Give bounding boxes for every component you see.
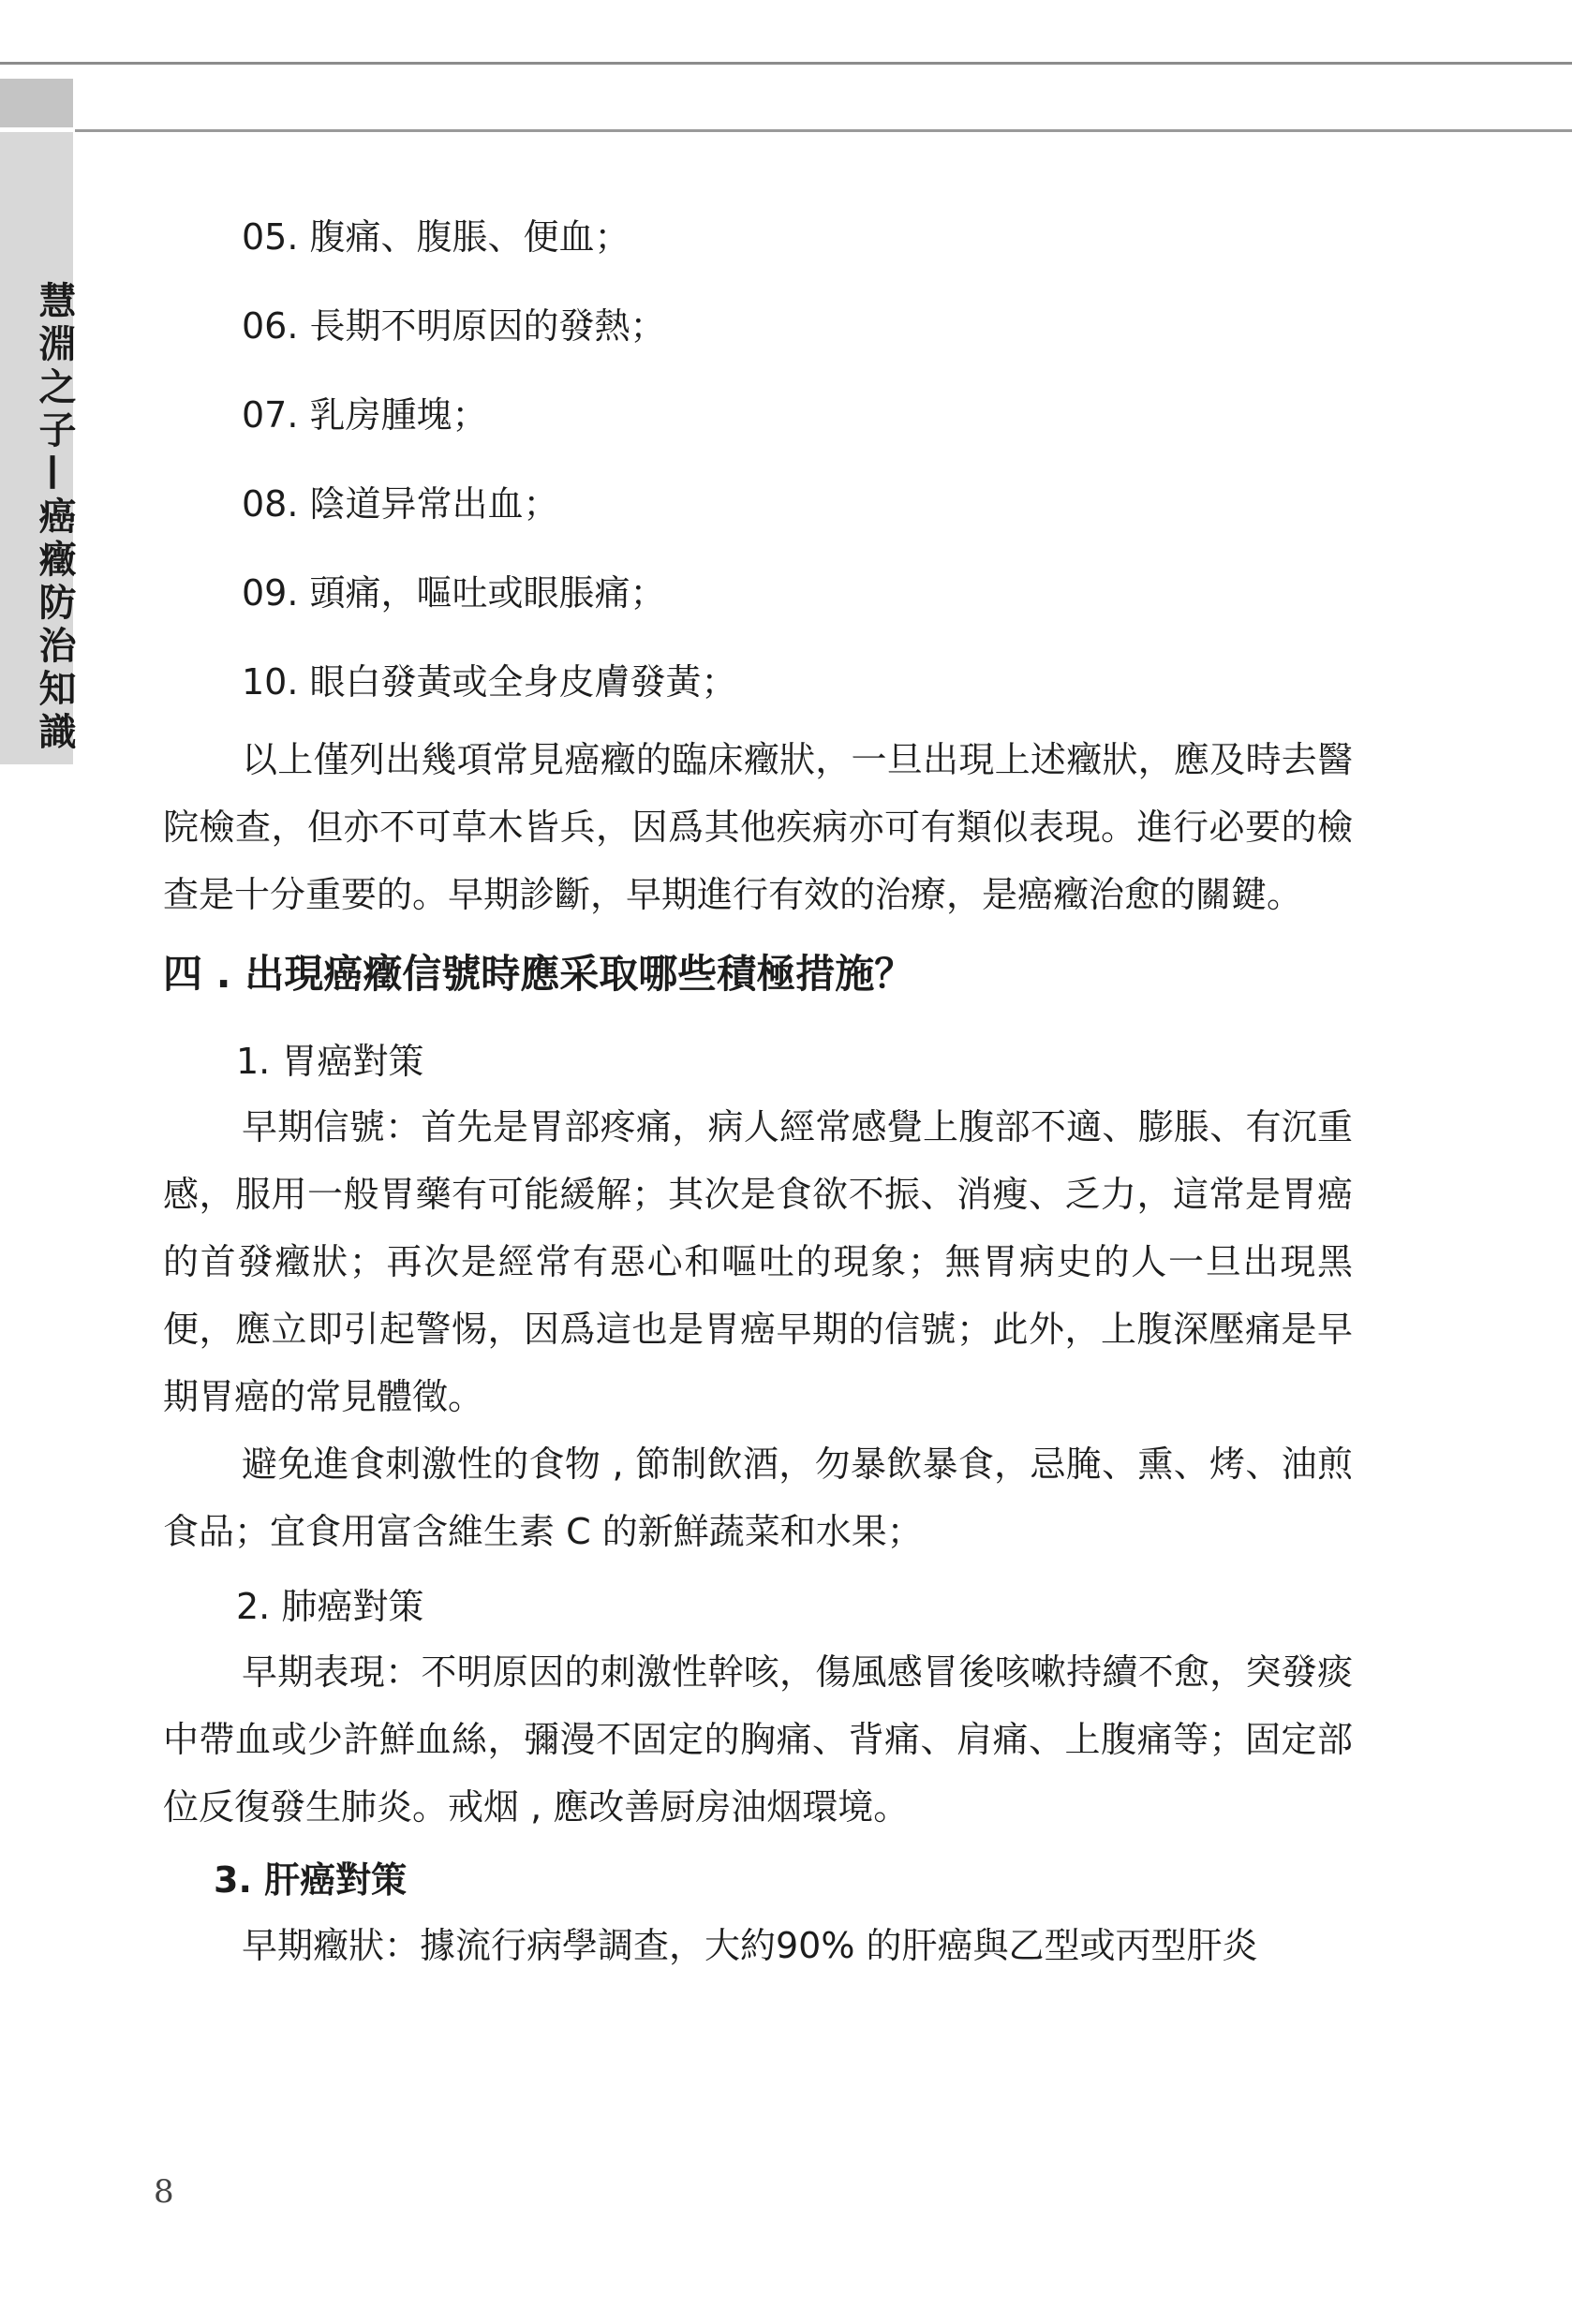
- symptom-item-07: 07. 乳房腫塊；: [242, 394, 488, 436]
- section-heading: 四 . 出現癌癥信號時應采取哪些積極措施？: [163, 951, 914, 997]
- header-rule-top: [0, 62, 1572, 65]
- symptom-item-05: 05. 腹痛、腹脹、便血；: [242, 216, 630, 258]
- lung-paragraph: 早期表現：不明原因的刺激性幹咳，傷風感冒後咳嗽持續不愈，突發痰中帶血或少許鮮血絲，彌漫不固定的胸痛、背痛、肩痛、上腹痛等；固定部位反復發生肺炎。戒烟 , 應改善厨房油烟環境。: [163, 1651, 1353, 1828]
- gastric-prevention-paragraph: 避免進食刺激性的食物 , 節制飲酒，勿暴飲暴食，忌腌、熏、烤、油煎食品；宜食用富含維生素 C 的新鮮蔬菜和水果；: [163, 1443, 1353, 1552]
- page-number: 8: [154, 2173, 174, 2211]
- symptom-item-06: 06. 長期不明原因的發熱；: [242, 305, 666, 347]
- summary-paragraph: 以上僅列出幾項常見癌癥的臨床癥狀，一旦出現上述癥狀，應及時去醫院檢查，但亦不可草木皆兵，因爲其他疾病亦可有類似表現。進行必要的檢查是十分重要的。早期診斷，早期進行有效的治療，是癌癥治愈的關鍵。: [163, 739, 1353, 915]
- gastric-signals-paragraph: 早期信號：首先是胃部疼痛，病人經常感覺上腹部不適、膨脹、有沉重感，服用一般胃藥有可能緩解；其次是食欲不振、消瘦、乏力，這常是胃癌的首發癥狀；再次是經常有惡心和嘔吐的現象；無胃病史的人一旦出現黑便，應立即引起警惕，因爲這也是胃癌早期的信號；此外，上腹深壓痛是早期胃癌的常見體徵。: [163, 1106, 1353, 1417]
- page-content: [163, 214, 1353, 1979]
- liver-paragraph: 早期癥狀：據流行病學調查，大約90% 的肝癌與乙型或丙型肝炎: [242, 1925, 1258, 1966]
- liver-title: 3. 肝癌對策: [214, 1859, 408, 1901]
- symptom-item-08: 08. 陰道异常出血；: [242, 483, 559, 525]
- side-tab-cap: [0, 79, 73, 127]
- lung-title: 2. 肺癌對策: [236, 1586, 424, 1627]
- symptom-item-10: 10. 眼白發黃或全身皮膚發黃；: [242, 661, 737, 703]
- symptom-item-09: 09. 頭痛，嘔吐或眼脹痛；: [242, 572, 666, 614]
- header-rule-bottom: [75, 129, 1572, 132]
- running-title: 慧淵之子—癌癥防治知識: [33, 281, 76, 755]
- gastric-title: 1. 胃癌對策: [236, 1041, 424, 1082]
